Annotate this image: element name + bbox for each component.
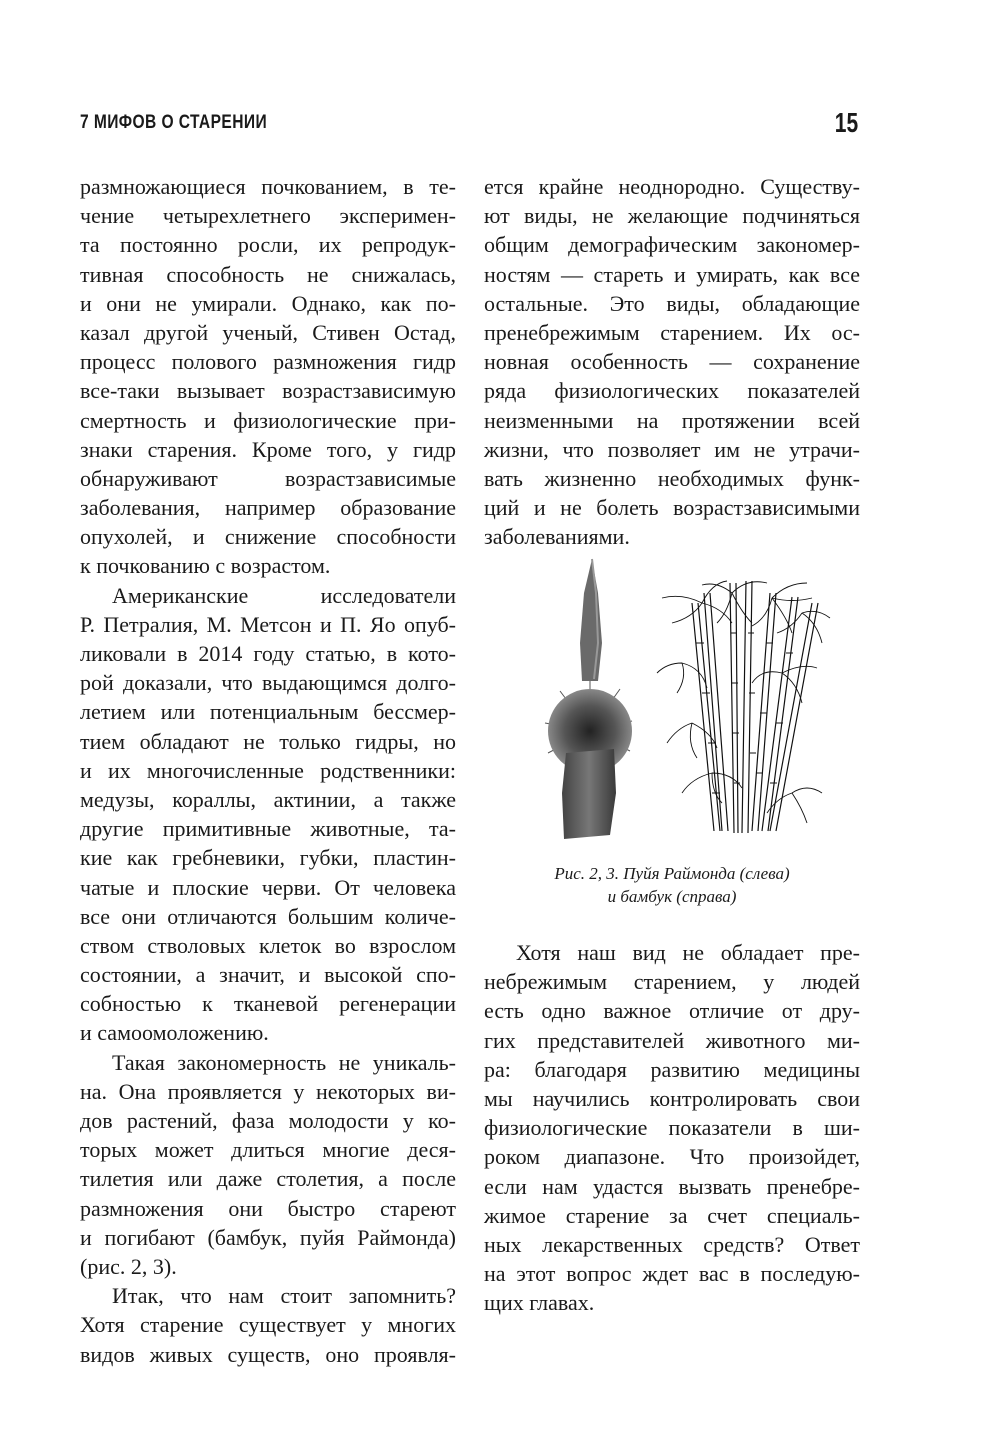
text-line: Американские исследователи bbox=[112, 582, 456, 608]
text-line: Итак, что нам стоит запомнить? bbox=[112, 1283, 456, 1309]
text-line: ют виды, не желающие подчиняться bbox=[484, 203, 860, 229]
text-line: опухолей, и снижение способности bbox=[80, 524, 456, 550]
text-line: все-таки вызывает возрастзависимую bbox=[80, 378, 456, 404]
text-line: мы научились контролировать свои bbox=[484, 1085, 860, 1111]
text-line: другие примитивные животные, та- bbox=[80, 816, 456, 842]
text-line: медузы, кораллы, актинии, а также bbox=[80, 786, 456, 812]
text-line: собностью к тканевой регенерации bbox=[80, 991, 456, 1017]
text-line: общим демографическим закономер- bbox=[484, 232, 860, 258]
text-line: ством стволовых клеток во взрослом bbox=[80, 932, 456, 958]
running-title: 7 МИФОВ О СТАРЕНИИ bbox=[80, 112, 268, 133]
text-line: все они отличаются большим количе- bbox=[80, 903, 456, 929]
text-line: заболеваниями. bbox=[484, 524, 630, 550]
text-line: кие как гребневики, губки, пластин- bbox=[80, 845, 456, 871]
text-line: Р. Петралия, М. Метсон и П. Яо опуб- bbox=[80, 611, 456, 637]
text-line: ных лекарственных средств? Ответ bbox=[484, 1231, 860, 1257]
text-line: вать жизненно необходимых функ- bbox=[484, 465, 860, 491]
text-line: смертность и физиологические при- bbox=[80, 407, 456, 433]
text-line: (рис. 2, 3). bbox=[80, 1253, 177, 1279]
text-line: остальные. Это виды, обладающие bbox=[484, 290, 860, 316]
text-line: чение четырехлетнего эксперимен- bbox=[80, 203, 456, 229]
figure-caption bbox=[484, 862, 860, 908]
text-line: видов живых существ, оно проявля- bbox=[80, 1341, 456, 1367]
caption-line: и бамбук (справа) bbox=[607, 887, 737, 906]
text-line: Такая закономерность не уникаль- bbox=[112, 1049, 456, 1075]
text-line: и они не умирали. Однако, как по- bbox=[80, 290, 456, 316]
text-line: процесс полового размножения гидр bbox=[80, 349, 456, 375]
text-line: на. Она проявляется у некоторых ви- bbox=[80, 1078, 456, 1104]
text-line: к почкованию с возрастом. bbox=[80, 553, 331, 579]
text-line: обнаруживают возрастзависимые bbox=[80, 465, 456, 491]
text-line: и самоомоложению. bbox=[80, 1020, 269, 1046]
text-line: та постоянно росли, их репродук- bbox=[80, 232, 456, 258]
text-line: физиологические показатели в ши- bbox=[484, 1115, 860, 1141]
text-line: чатые и плоские черви. От человека bbox=[80, 874, 456, 900]
text-line: ется крайне неоднородно. Существу- bbox=[484, 174, 860, 199]
text-line: состоянии, а значит, и высокой спо- bbox=[80, 962, 456, 988]
page-number: 15 bbox=[834, 107, 858, 138]
text-line: щих главах. bbox=[484, 1290, 595, 1316]
text-line: новная особенность — сохранение bbox=[484, 349, 860, 375]
text-line: жизни, что позволяет им не утрачи- bbox=[484, 436, 860, 462]
text-line: ликовали в 2014 году статью, в кото- bbox=[80, 641, 456, 666]
text-line: пренебрежимым старением. Их ос- bbox=[484, 319, 860, 345]
text-line: на этот вопрос ждет вас в последую- bbox=[484, 1261, 860, 1287]
text-line: и их многочисленные родственники: bbox=[80, 757, 456, 783]
text-line: казал другой ученый, Стивен Остад, bbox=[80, 319, 456, 345]
text-line: торых может длиться многие деся- bbox=[80, 1137, 456, 1163]
text-line: тием обладают не только гидры, но bbox=[80, 728, 456, 754]
left-text-column bbox=[80, 172, 456, 1369]
text-line: неизменными на протяжении всей bbox=[484, 407, 860, 433]
text-line: размножения они быстро стареют bbox=[80, 1195, 456, 1221]
text-line: роком диапазоне. Что произойдет, bbox=[484, 1144, 860, 1170]
text-line: знаки старения. Кроме того, у гидр bbox=[80, 436, 456, 462]
text-line: гих представителей животного ми- bbox=[484, 1027, 860, 1053]
text-line: тивная способность не снижалась, bbox=[80, 261, 456, 287]
text-line: небрежимым старением, у людей bbox=[484, 969, 860, 995]
text-line: ряда физиологических показателей bbox=[484, 378, 860, 404]
text-line: жимое старение за счет специаль- bbox=[484, 1202, 860, 1228]
text-line: Хотя старение существует у многих bbox=[80, 1312, 456, 1338]
text-line: ра: благодаря развитию медицины bbox=[484, 1056, 860, 1082]
text-line: дов растений, фаза молодости у ко- bbox=[80, 1108, 456, 1133]
bamboo-image bbox=[652, 573, 832, 835]
text-line: Хотя наш вид не обладает пре- bbox=[516, 940, 860, 965]
text-line: ностям — стареть и умирать, как все bbox=[484, 261, 860, 287]
text-line: тилетия или даже столетия, а после bbox=[80, 1166, 456, 1192]
text-line: если нам удастся вызвать пренебре- bbox=[484, 1173, 860, 1199]
puya-raimondii-image bbox=[540, 553, 634, 841]
right-text-column-top bbox=[484, 172, 860, 551]
text-line: есть одно важное отличие от дру- bbox=[484, 998, 860, 1024]
caption-line: Рис. 2, 3. Пуйя Раймонда (слева) bbox=[554, 864, 790, 883]
text-line: и погибают (бамбук, пуйя Раймонда) bbox=[80, 1224, 456, 1250]
text-line: рой доказали, что выдающимся долго- bbox=[80, 670, 456, 696]
text-line: заболевания, например образование bbox=[80, 495, 456, 521]
figure bbox=[536, 553, 836, 841]
text-line: ций и не болеть возрастзависимыми bbox=[484, 495, 860, 521]
text-line: размножающиеся почкованием, в те- bbox=[80, 174, 456, 199]
text-line: летием или потенциальным бессмер- bbox=[80, 699, 456, 725]
right-text-column-bottom bbox=[484, 938, 860, 1317]
